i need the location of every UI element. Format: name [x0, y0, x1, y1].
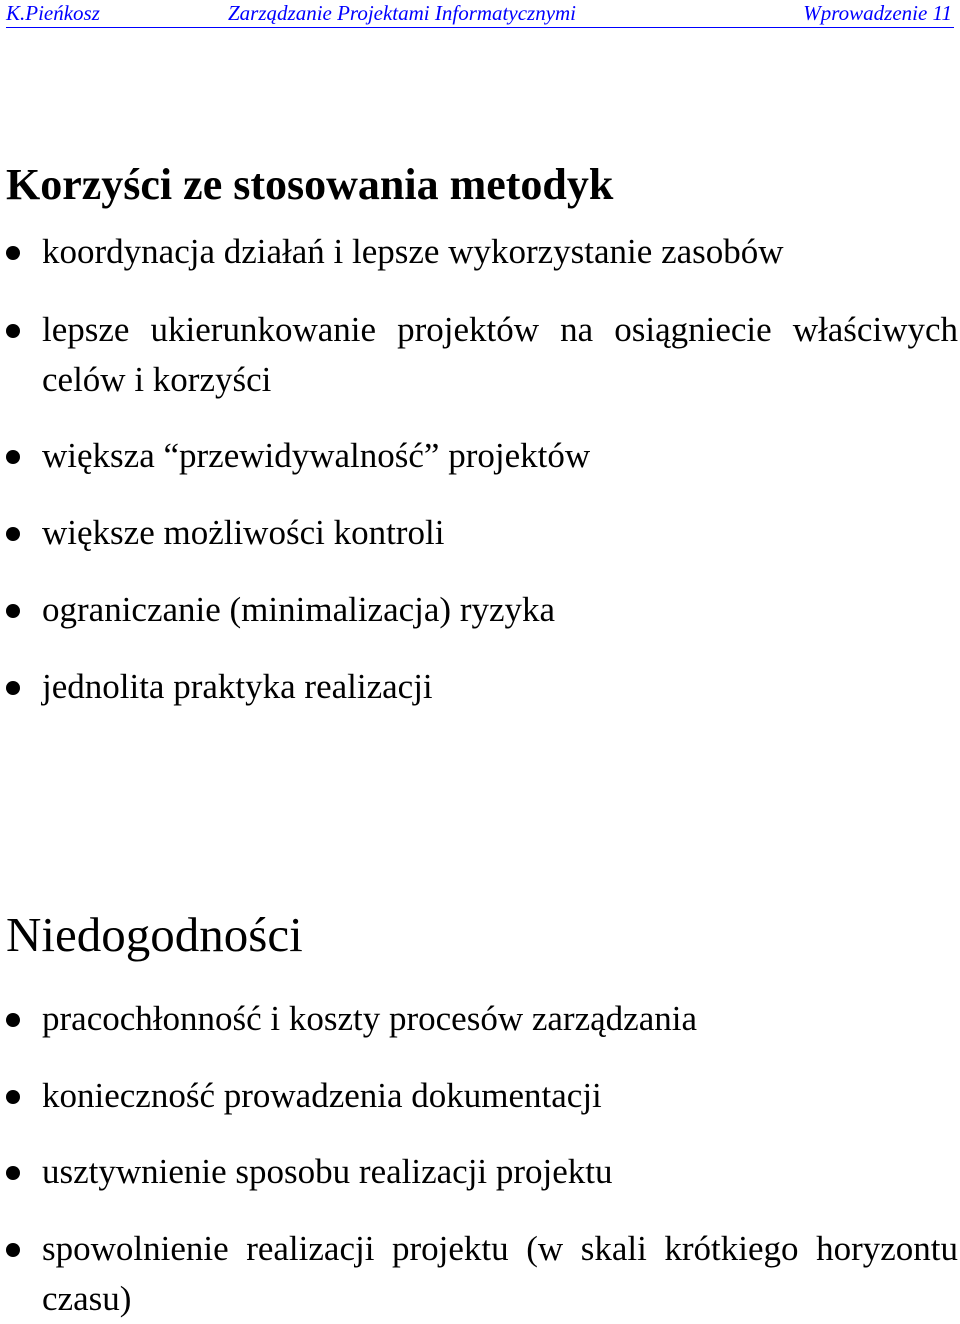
- list-item-text: spowolnienie realizacji projektu (w skali krótkiego horyzontu czasu): [42, 1229, 958, 1318]
- list-item-text: lepsze ukierunkowanie projektów na osiągniecie właściwych celów i korzyści: [42, 310, 958, 399]
- list-item-text: konieczność prowadzenia dokumentacji: [42, 1076, 602, 1115]
- list-item-text: większa “przewidywalność” projektów: [42, 436, 591, 475]
- bullet-icon: [6, 1243, 20, 1257]
- list-item-text: ograniczanie (minimalizacja) ryzyka: [42, 590, 556, 629]
- bullet-icon: [6, 604, 20, 618]
- bullet-icon: [6, 681, 20, 695]
- header-course-title: Zarządzanie Projektami Informatycznymi: [228, 1, 577, 25]
- bullet-icon: [6, 324, 20, 338]
- list-item-text: koordynacja działań i lepsze wykorzystanie zasobów: [42, 232, 784, 271]
- list-item-text: usztywnienie sposobu realizacji projektu: [42, 1152, 613, 1191]
- list-item-text: pracochłonność i koszty procesów zarządzania: [42, 999, 697, 1038]
- list-item-text: jednolita praktyka realizacji: [42, 667, 433, 706]
- bullet-icon: [6, 1166, 20, 1180]
- list-item-text: większe możliwości kontroli: [42, 513, 445, 552]
- bullet-icon: [6, 450, 20, 464]
- disadvantages-heading: Niedogodności: [6, 907, 303, 962]
- bullet-icon: [6, 1090, 20, 1104]
- page-header: [6, 0, 954, 28]
- bullet-icon: [6, 527, 20, 541]
- header-author: K.Pieńkosz: [6, 1, 100, 25]
- bullet-icon: [6, 246, 20, 260]
- advantages-heading: Korzyści ze stosowania metodyk: [6, 160, 614, 209]
- bullet-icon: [6, 1013, 20, 1027]
- header-section-page: Wprowadzenie 11: [803, 1, 952, 25]
